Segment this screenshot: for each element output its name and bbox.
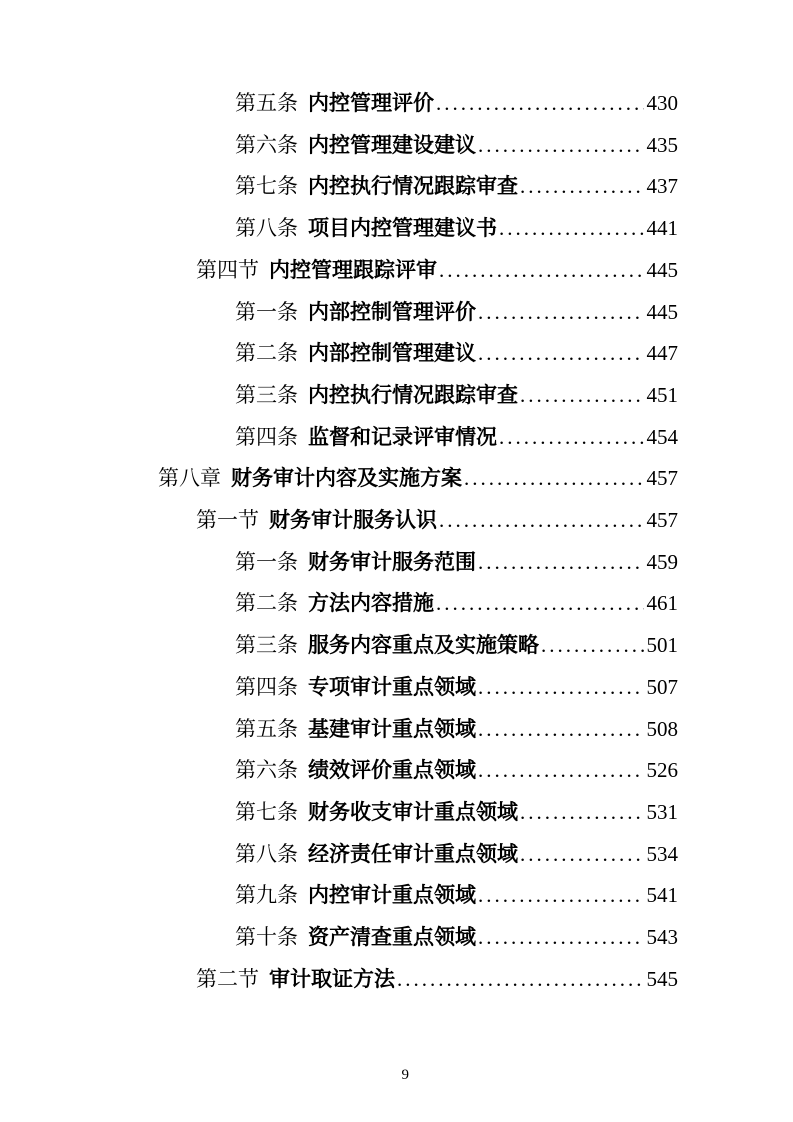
toc-entry-label: 第九条: [235, 883, 298, 908]
toc-entry[interactable]: [0, 917, 793, 959]
toc-entry-label: 第一条: [235, 549, 298, 574]
toc-entry[interactable]: [0, 292, 793, 334]
toc-entry[interactable]: [0, 417, 793, 459]
toc-entry-label: 第二条: [235, 591, 298, 616]
toc-page-number: 541: [646, 883, 678, 908]
toc-entry-title: 监督和记录评审情况: [308, 424, 497, 449]
toc-entry-label: 第二节: [196, 966, 259, 991]
toc-entry[interactable]: [0, 500, 793, 542]
toc-entry[interactable]: [0, 583, 793, 625]
toc-entry-label: 第六条: [235, 132, 298, 157]
toc-entry[interactable]: [0, 792, 793, 834]
toc-page-number: 445: [646, 257, 678, 282]
toc-entry-label: 第五条: [235, 716, 298, 741]
toc-entry[interactable]: [0, 333, 793, 375]
toc-entry[interactable]: [0, 750, 793, 792]
toc-page-number: 437: [646, 174, 678, 199]
toc-page-number: 543: [646, 925, 678, 950]
toc-entry-title: 经济责任审计重点领域: [308, 841, 518, 866]
toc-leader-dots: [478, 875, 644, 917]
toc-entry-label: 第七条: [235, 174, 298, 199]
toc-entry-label: 第六条: [235, 758, 298, 783]
toc-leader-dots: [478, 709, 644, 751]
toc-entry-title: 内控执行情况跟踪审查: [308, 174, 518, 199]
toc-entry-title: 内控管理评价: [308, 91, 434, 115]
toc-entry-title: 方法内容措施: [308, 591, 434, 616]
toc-page-number: 534: [646, 841, 678, 866]
toc-leader-dots: [439, 500, 644, 542]
toc-entry-title: 财务审计服务范围: [308, 549, 476, 574]
toc-entry-label: 第七条: [235, 799, 298, 824]
toc-leader-dots: [520, 166, 644, 208]
toc-entry[interactable]: [0, 667, 793, 709]
toc-entry[interactable]: [0, 208, 793, 250]
toc-entry-label: 第一节: [196, 508, 259, 533]
toc-page-number: 531: [646, 799, 678, 824]
toc-leader-dots: [464, 458, 644, 500]
toc-entry-title: 内控管理建设建议: [308, 132, 476, 157]
toc-entry-title: 绩效评价重点领域: [308, 758, 476, 783]
toc-page-number: 461: [646, 591, 678, 616]
toc-entry-title: 财务收支审计重点领域: [308, 799, 518, 824]
toc-entry-label: 第三条: [235, 633, 298, 658]
toc-entry-label: 第四条: [235, 424, 298, 449]
toc-page-number: 508: [646, 716, 678, 741]
toc-page-number: 447: [646, 341, 678, 366]
toc-entry-label: 第八章: [158, 466, 221, 491]
toc-leader-dots: [439, 250, 644, 292]
toc-page-number: 435: [646, 132, 678, 157]
toc-leader-dots: [478, 667, 644, 709]
toc-leader-dots: [499, 417, 644, 459]
toc-page-number: 459: [646, 549, 678, 574]
toc-entry-title: 内控管理跟踪评审: [269, 257, 437, 282]
toc-leader-dots: [436, 583, 644, 625]
toc-leader-dots: [520, 834, 644, 876]
toc-entry[interactable]: [0, 625, 793, 667]
toc-entry-title: 专项审计重点领域: [308, 674, 476, 699]
toc-entry[interactable]: [0, 83, 793, 125]
toc-entry-title: 财务审计内容及实施方案: [231, 466, 462, 491]
toc-leader-dots: [397, 959, 644, 1001]
toc-entry-title: 资产清查重点领域: [308, 925, 476, 950]
toc-page-number: 526: [646, 758, 678, 783]
toc-entry[interactable]: [0, 959, 793, 1001]
toc-entry[interactable]: [0, 709, 793, 751]
toc-page-number: 454: [646, 424, 678, 449]
toc-entry-title: 项目内控管理建议书: [308, 216, 497, 241]
toc-leader-dots: [436, 83, 644, 125]
toc-leader-dots: [478, 125, 644, 167]
toc-page-number: 507: [646, 674, 678, 699]
toc-entry-label: 第八条: [235, 216, 298, 241]
page-footer: [0, 1066, 793, 1084]
toc-entry[interactable]: [0, 166, 793, 208]
toc-entry-title: 基建审计重点领域: [308, 716, 476, 741]
toc-entry[interactable]: [0, 875, 793, 917]
toc-entry[interactable]: [0, 375, 793, 417]
toc-entry-label: 第八条: [235, 841, 298, 866]
toc-entry-title: 审计取证方法: [269, 966, 395, 991]
toc-entry[interactable]: [0, 458, 793, 500]
toc-entry-title: 内控审计重点领域: [308, 883, 476, 908]
toc-leader-dots: [541, 625, 644, 667]
toc-entry-title: 内控执行情况跟踪审查: [308, 382, 518, 407]
toc-page-number: 457: [646, 466, 678, 491]
toc-page-number: 451: [646, 382, 678, 407]
toc-entry[interactable]: [0, 834, 793, 876]
toc-page-number: 441: [646, 216, 678, 241]
toc-entry[interactable]: [0, 125, 793, 167]
toc-entry-title: 服务内容重点及实施策略: [308, 633, 539, 658]
toc-entry-label: 第十条: [235, 925, 298, 950]
toc-entry-title: 内部控制管理建议: [308, 341, 476, 366]
toc-page-number: 501: [646, 633, 678, 658]
toc-entry-title: 内部控制管理评价: [308, 299, 476, 324]
toc-entry-label: 第四节: [196, 257, 259, 282]
toc-leader-dots: [499, 208, 644, 250]
toc-leader-dots: [520, 792, 644, 834]
toc-entry-label: 第三条: [235, 382, 298, 407]
toc-entry-label: 第五条: [235, 91, 298, 115]
toc-page-number: 457: [646, 508, 678, 533]
footer-page-number: 9: [401, 1067, 410, 1083]
toc-page-number: 545: [646, 966, 678, 991]
toc-entry[interactable]: [0, 542, 793, 584]
toc-entry[interactable]: [0, 250, 793, 292]
toc-page-number: 445: [646, 299, 678, 324]
toc-leader-dots: [478, 333, 644, 375]
toc-leader-dots: [478, 917, 644, 959]
toc-entry-label: 第二条: [235, 341, 298, 366]
toc-entry-title: 财务审计服务认识: [269, 508, 437, 533]
toc-leader-dots: [520, 375, 644, 417]
toc-leader-dots: [478, 750, 644, 792]
toc-leader-dots: [478, 292, 644, 334]
toc-entry-label: 第四条: [235, 674, 298, 699]
toc-entry-label: 第一条: [235, 299, 298, 324]
toc-leader-dots: [478, 542, 644, 584]
toc-page-number: 430: [646, 91, 678, 115]
